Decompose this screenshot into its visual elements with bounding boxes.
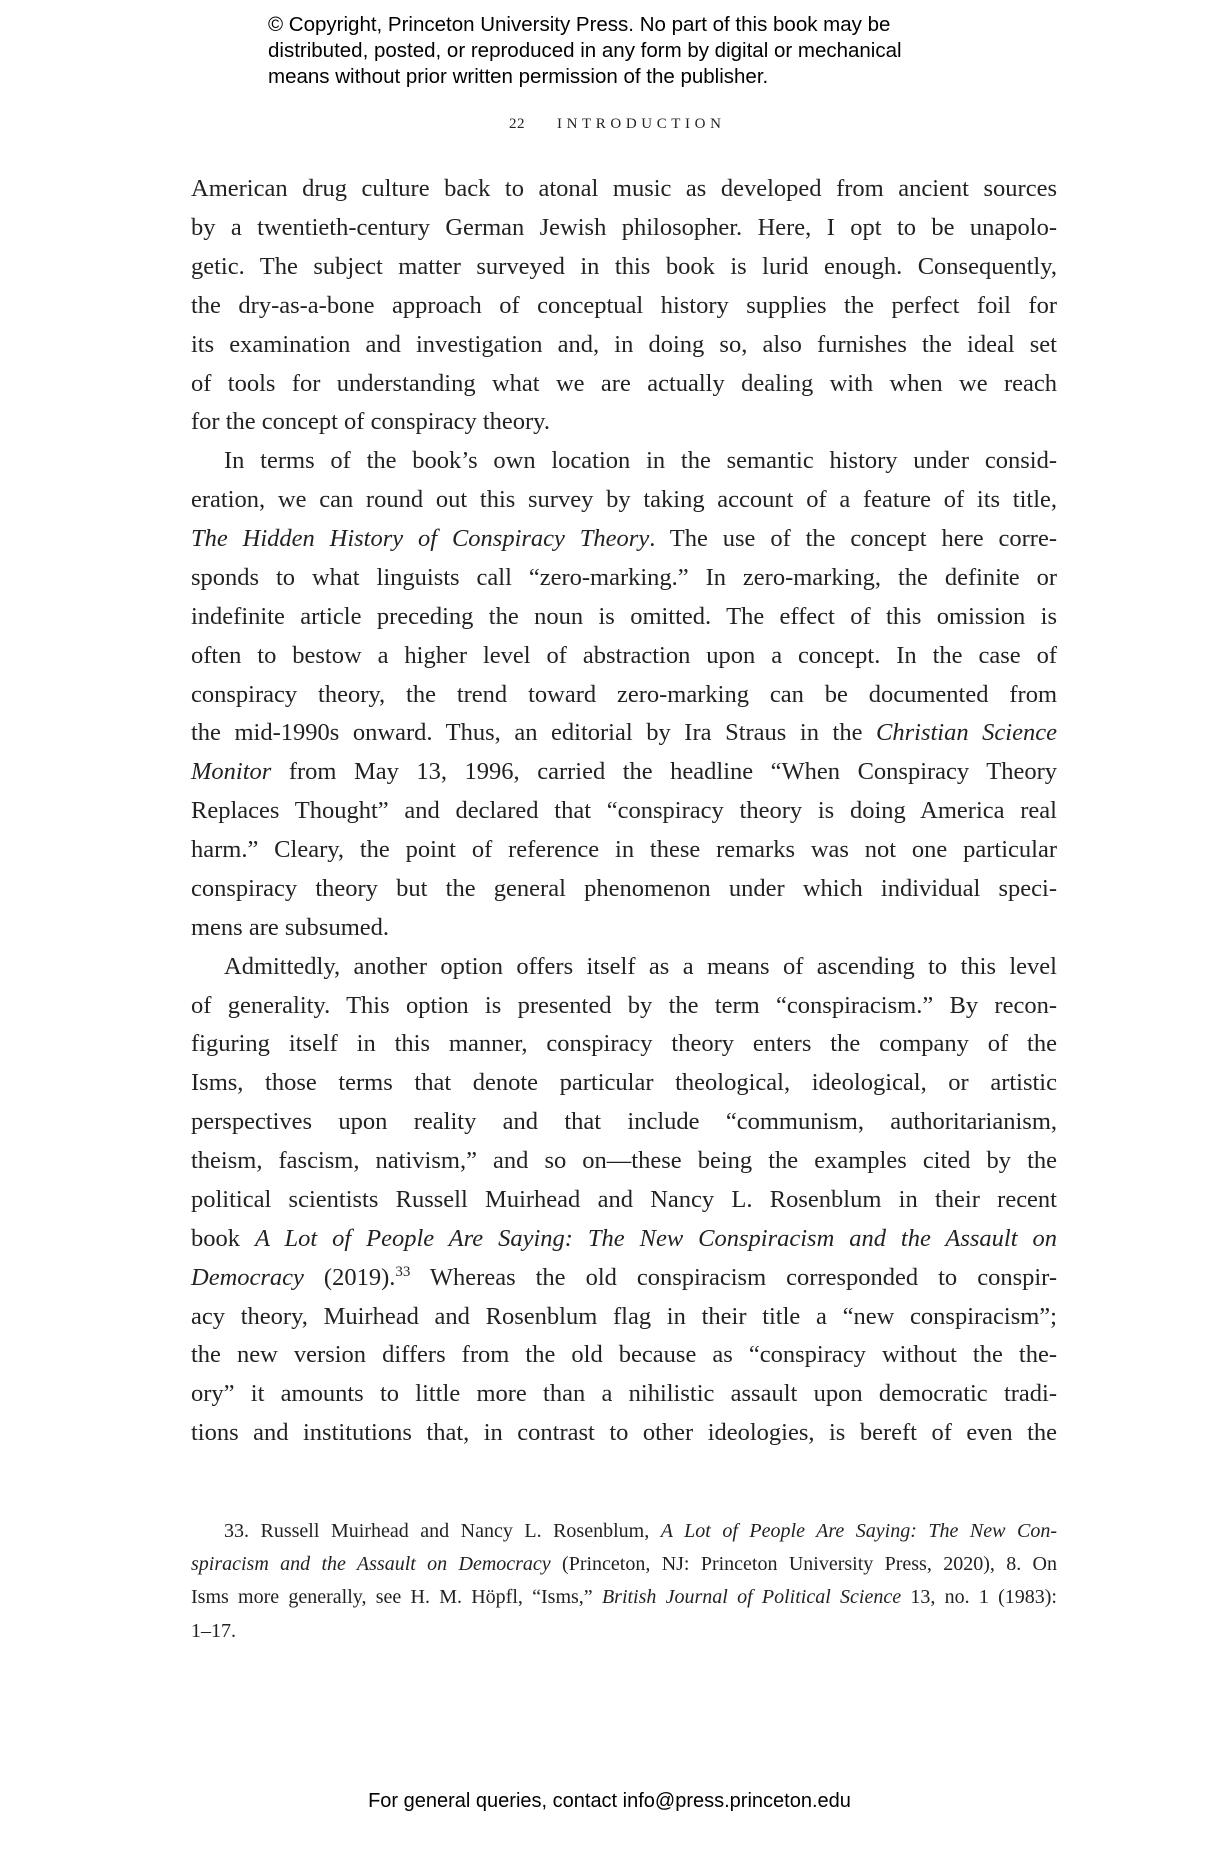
copyright-line: © Copyright, Princeton University Press. No part of this book may be — [268, 13, 891, 36]
book-title: spiracism and the Assault on Democracy — [191, 1553, 551, 1575]
book-title: Democracy — [191, 1264, 304, 1291]
text-line: acy theory, Muirhead and Rosenblum flag in their title a “new conspiracism”; — [191, 1303, 1057, 1330]
copyright-line: distributed, posted, or reproduced in any form by digital or mechanical — [268, 39, 902, 62]
text-line: harm.” Cleary, the point of reference in these remarks was not one particular — [191, 836, 1057, 863]
text-line: the new version differs from the old because as “conspiracy without the the- — [191, 1341, 1057, 1368]
footnote-line: Isms more generally, see H. M. Höpfl, “Isms,” British Journal of Political Science 13, no. 1 (1983): — [191, 1586, 1057, 1608]
text-line: In terms of the book’s own location in the semantic history under consid- — [224, 447, 1057, 474]
running-head — [0, 116, 1225, 138]
chapter-title: INTRODUCTION — [557, 116, 726, 132]
text-line: book A Lot of People Are Saying: The New Conspiracism and the Assault on — [191, 1225, 1058, 1252]
text-line: of generality. This option is presented by the term “conspiracism.” By recon- — [191, 992, 1057, 1019]
footnote-line: 1–17. — [191, 1620, 236, 1642]
text-line: theism, fascism, nativism,” and so on—these being the examples cited by the — [191, 1147, 1057, 1174]
text-line: ory” it amounts to little more than a nihilistic assault upon democratic tradi- — [191, 1380, 1057, 1407]
text-line: sponds to what linguists call “zero-marking.” In zero-marking, the definite or — [191, 564, 1057, 591]
text-line: figuring itself in this manner, conspiracy theory enters the company of the — [191, 1030, 1057, 1057]
text-line: getic. The subject matter surveyed in this book is lurid enough. Consequently, — [191, 253, 1057, 280]
publication-title: Christian Science — [876, 719, 1057, 746]
contact-text: For general queries, contact info@press.princeton.edu — [368, 1790, 851, 1812]
text-line: Isms, those terms that denote particular theological, ideological, or artistic — [191, 1069, 1057, 1096]
text-line: Monitor from May 13, 1996, carried the headline “When Conspiracy Theory — [191, 758, 1057, 785]
text-line: of tools for understanding what we are actually dealing with when we reach — [191, 370, 1057, 397]
text-line: perspectives upon reality and that include “communism, authoritarianism, — [191, 1108, 1057, 1135]
text-line: the mid-1990s onward. Thus, an editorial by Ira Straus in the Christian Science — [191, 719, 1057, 746]
page-number: 22 — [509, 116, 525, 132]
publication-title: Monitor — [191, 758, 272, 785]
text-line: indefinite article preceding the noun is omitted. The effect of this omission is — [191, 603, 1057, 630]
footnote-line: 33. Russell Muirhead and Nancy L. Rosenblum, A Lot of People Are Saying: The New Con- — [224, 1520, 1058, 1542]
text-line: American drug culture back to atonal music as developed from ancient sources — [191, 175, 1057, 202]
footnote-reference[interactable]: 33 — [395, 1264, 411, 1280]
text-line: its examination and investigation and, in doing so, also furnishes the ideal set — [191, 331, 1057, 358]
footnote-line: spiracism and the Assault on Democracy (Princeton, NJ: Princeton University Press, 2020), 8. On — [191, 1553, 1057, 1575]
text-line: political scientists Russell Muirhead and Nancy L. Rosenblum in their recent — [191, 1186, 1057, 1213]
text-line: for the concept of conspiracy theory. — [191, 408, 550, 435]
copyright-notice — [268, 12, 988, 90]
text-line: conspiracy theory but the general phenomenon under which individual speci- — [191, 875, 1057, 902]
text-line: the dry-as-a-bone approach of conceptual history supplies the perfect foil for — [191, 292, 1057, 319]
text-line: mens are subsumed. — [191, 914, 389, 941]
text-line: Democracy (2019).$^{33}$ Whereas the old conspiracism corresponded to conspir- — [191, 1264, 1057, 1291]
book-title: The Hidden History of Conspiracy Theory — [191, 525, 650, 552]
book-title: A Lot of People Are Saying: The New Conspiracism and the Assault on — [254, 1225, 1058, 1252]
text-line: eration, we can round out this survey by taking account of a feature of its title, — [191, 486, 1057, 513]
journal-title: British Journal of Political Science — [601, 1586, 902, 1608]
text-line: conspiracy theory, the trend toward zero-marking can be documented from — [191, 681, 1057, 708]
text-line: Replaces Thought” and declared that “conspiracy theory is doing America real — [191, 797, 1057, 824]
text-line: Admittedly, another option offers itself as a means of ascending to this level — [224, 953, 1057, 980]
text-line: The Hidden History of Conspiracy Theory. The use of the concept here corre- — [191, 525, 1057, 552]
text-line: tions and institutions that, in contrast to other ideologies, is bereft of even the — [191, 1419, 1057, 1446]
book-title: A Lot of People Are Saying: The New Con- — [660, 1520, 1058, 1542]
text-line: by a twentieth-century German Jewish philosopher. Here, I opt to be unapolo- — [191, 214, 1057, 241]
footer — [0, 1789, 1225, 1813]
text-line: often to bestow a higher level of abstraction upon a concept. In the case of — [191, 642, 1057, 669]
copyright-line: means without prior written permission of the publisher. — [268, 65, 769, 88]
